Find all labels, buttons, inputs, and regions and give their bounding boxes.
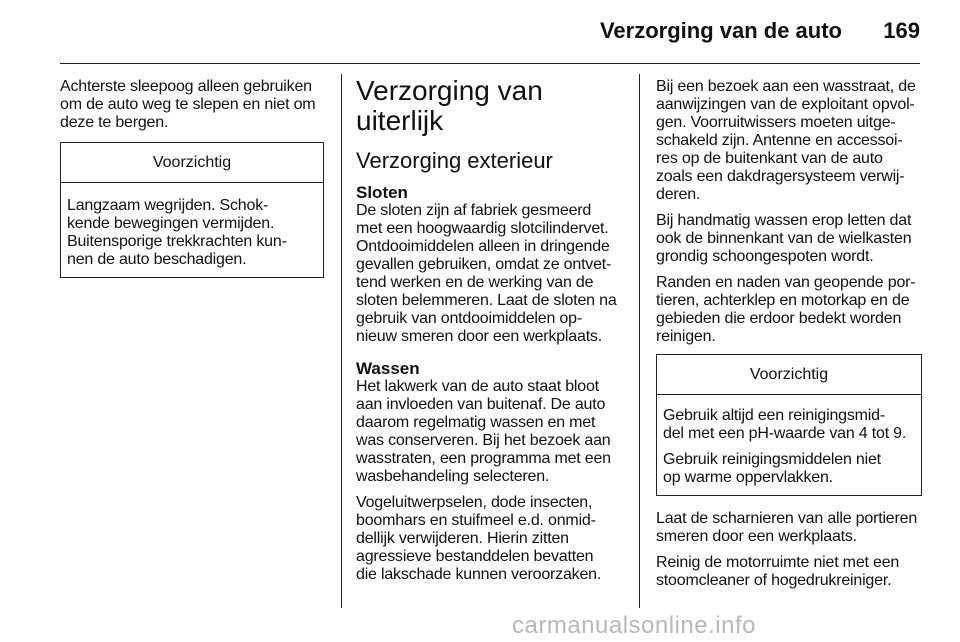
caution-title: Voorzichtig xyxy=(657,355,921,395)
page-header xyxy=(60,0,920,64)
handmatig-paragraph: Bij handmatig wassen erop letten dat ook de binnenkant van de wielkasten grondig schoongespoten wordt. xyxy=(656,212,912,265)
running-header-title: Verzorging van de auto xyxy=(599,18,842,43)
intro-paragraph: Achterste sleepoog alleen gebruiken om de auto weg te slepen en niet om deze te bergen. xyxy=(60,78,316,131)
subsection-heading: Verzorging exterieur xyxy=(356,148,553,173)
column-divider xyxy=(341,74,342,608)
watermark: carmanualsonline.info xyxy=(512,612,756,639)
wassen-paragraph: Het lakwerk van de auto staat bloot aan invloeden van buitenaf. De auto daarom regelmatig wassen en met was conserveren. Bij het bezoek aan wasstraten, een programma met een wasbehandeling selecteren. xyxy=(356,378,611,485)
motorruimte-paragraph: Reinig de motorruimte niet met een stoomcleaner of hogedrukreiniger. xyxy=(656,554,900,589)
page-number: 169 xyxy=(883,18,920,43)
caution-body xyxy=(61,183,323,277)
topic-heading-sloten: Sloten xyxy=(356,183,408,202)
column-left xyxy=(60,78,324,292)
column-divider xyxy=(639,74,640,608)
caution-body xyxy=(657,395,921,495)
caution-title: Voorzichtig xyxy=(61,143,323,183)
caution-box xyxy=(60,142,324,278)
caution-text: Langzaam wegrijden. Schok- kende bewegingen vermijden. Buitensporige trekkrachten kun- nen de auto beschadigen. xyxy=(67,197,287,268)
scharnieren-paragraph: Laat de scharnieren van alle portieren smeren door een werkplaats. xyxy=(656,510,918,545)
caution-text: Gebruik altijd een reinigingsmid- del met een pH-waarde van 4 tot 9. xyxy=(663,407,907,442)
wasstraat-paragraph: Bij een bezoek aan een wasstraat, de aanwijzingen van de exploitant opvol- gen. Voorruitwissers moeten uitge- schakeld zijn. Antenne en accessoi- res op de buitenkant van de auto zoals een dakdragersysteem verwij- deren. xyxy=(656,78,916,203)
column-middle xyxy=(356,76,624,592)
section-heading: Verzorging van uiterlijk xyxy=(356,75,543,136)
sloten-paragraph: De sloten zijn af fabriek gesmeerd met een hoogwaardig slotcilindervet. Ontdooimiddelen alleen in dringende gevallen gebruiken, omdat ze ontvet- tend werken en de werking van de sloten belemmeren. Laat de sloten na gebruik van ontdooimiddelen op- nieuw smeren door een werkplaats. xyxy=(356,202,617,345)
topic-heading-wassen: Wassen xyxy=(356,359,420,378)
caution-box xyxy=(656,354,922,496)
wassen-paragraph-2: Vogeluitwerpselen, dode insecten, boomhars en stuifmeel e.d. onmid- dellijk verwijderen. Hierin zitten agressieve bestanddelen bevatten die lakschade kunnen veroorzaken. xyxy=(356,494,602,583)
caution-text-2: Gebruik reinigingsmiddelen niet op warme oppervlakken. xyxy=(663,451,881,486)
column-right xyxy=(656,78,922,598)
randen-paragraph: Randen en naden van geopende por- tieren, achterklep en motorkap en de gebieden die erdoor bedekt worden reinigen. xyxy=(656,274,916,345)
